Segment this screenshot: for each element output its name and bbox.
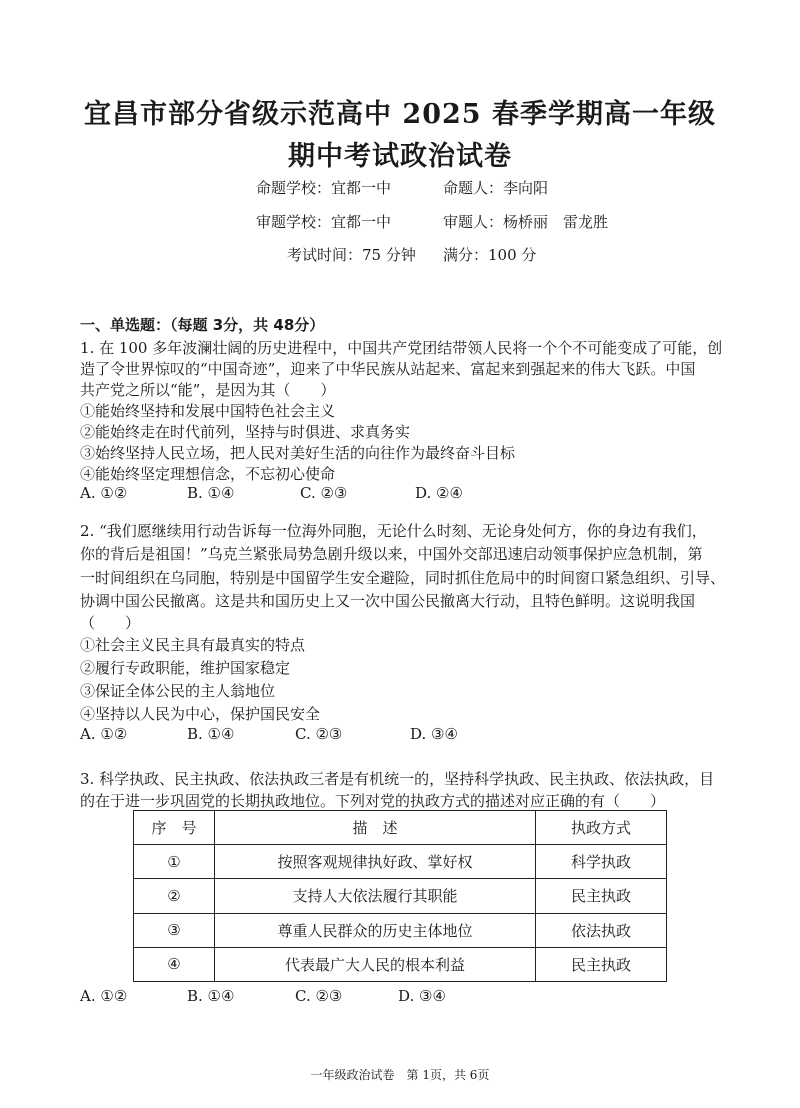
table-cell: 按照客观规律执好政、掌好权 (215, 845, 536, 879)
table-cell: 科学执政 (536, 845, 667, 879)
table-cell: ② (134, 879, 215, 913)
option-a[interactable]: A. ①② (80, 987, 128, 1005)
table-cell: ① (134, 845, 215, 879)
setter-school: 命题学校：宜都一中 (256, 179, 392, 197)
statement-2: ②能始终走在时代前列，坚持与时俱进、求真务实 (80, 423, 411, 441)
table-cell: 尊重人民群众的历史主体地位 (215, 913, 536, 947)
exam-time: 考试时间：75 分钟 (287, 246, 416, 264)
question-text-line: 你的背后是祖国！”乌克兰紧张局势急剧升级以来，中国外交部迅速启动领事保护应急机制，第 (80, 545, 703, 563)
statement-1: ①社会主义民主具有最真实的特点 (80, 636, 306, 654)
statement-1: ①能始终坚持和发展中国特色社会主义 (80, 402, 336, 420)
column-header-number: 序 号 (134, 811, 215, 845)
option-d[interactable]: D. ③④ (398, 987, 446, 1005)
table-cell: 民主执政 (536, 879, 667, 913)
option-c[interactable]: C. ②③ (300, 484, 348, 502)
statement-4: ④坚持以人民为中心，保护国民安全 (80, 705, 321, 723)
question-text-line: 3. 科学执政、民主执政、依法执政三者是有机统一的，坚持科学执政、民主执政、依法执政，目 (80, 770, 715, 788)
question-text-line: 一时间组织在乌同胞，特别是中国留学生安全避险，同时抓住危局中的时间窗口紧急组织、引导、 (80, 569, 726, 587)
table-cell: 代表最广大人民的根本利益 (215, 947, 536, 981)
setter-name: 命题人：李向阳 (443, 179, 549, 197)
question-text-line: 2. “我们愿继续用行动告诉每一位海外同胞，无论什么时刻、无论身处何方，你的身边有我们， (80, 522, 707, 540)
table-cell: ④ (134, 947, 215, 981)
full-score: 满分：100 分 (443, 246, 537, 264)
statement-4: ④能始终坚定理想信念，不忘初心使命 (80, 465, 336, 483)
question-text-line: 造了令世界惊叹的“中国奇迹”，迎来了中华民族从站起来、富起来到强起来的伟大飞跃。中国 (80, 360, 696, 378)
option-b[interactable]: B. ①④ (187, 987, 235, 1005)
page-footer: 一年级政治试卷 第 1页，共 6页 (310, 1068, 490, 1082)
option-c[interactable]: C. ②③ (295, 725, 343, 743)
table-header-row (134, 811, 667, 845)
option-c[interactable]: C. ②③ (295, 987, 343, 1005)
section-heading: 一、单选题：（每题 3分，共 48分） (80, 316, 325, 334)
question-text-line: 协调中国公民撤离。这是共和国历史上又一次中国公民撤离大行动，且特色鲜明。这说明我国 (80, 592, 696, 610)
question-text-line: 共产党之所以“能”，是因为其（ ） (80, 381, 336, 399)
option-b[interactable]: B. ①④ (187, 484, 235, 502)
reviewer-name: 审题人：杨桥丽 雷龙胜 (443, 213, 609, 231)
option-d[interactable]: D. ②④ (415, 484, 463, 502)
table-row (134, 913, 667, 947)
option-a[interactable]: A. ①② (80, 484, 128, 502)
statement-2: ②履行专政职能，维护国家稳定 (80, 659, 291, 677)
table-cell: 支持人大依法履行其职能 (215, 879, 536, 913)
statement-3: ③始终坚持人民立场，把人民对美好生活的向往作为最终奋斗目标 (80, 444, 516, 462)
statement-3: ③保证全体公民的主人翁地位 (80, 682, 276, 700)
table-row (134, 947, 667, 981)
option-d[interactable]: D. ③④ (410, 725, 458, 743)
table-cell: ③ (134, 913, 215, 947)
page-title: 宜昌市部分省级示范高中 2025 春季学期高一年级 (84, 99, 716, 130)
column-header-mode: 执政方式 (536, 811, 667, 845)
column-header-description: 描 述 (215, 811, 536, 845)
table-row (134, 879, 667, 913)
question-bracket: （ ） (80, 614, 141, 632)
governance-table (133, 810, 667, 982)
question-text-line: 的在于进一步巩固党的长期执政地位。下列对党的执政方式的描述对应正确的有（ ） (80, 792, 666, 810)
question-text-line: 1. 在 100 多年波澜壮阔的历史进程中，中国共产党团结带领人民将一个个不可能变成了可能，创 (80, 339, 723, 357)
table-row (134, 845, 667, 879)
reviewer-school: 审题学校：宜都一中 (256, 213, 392, 231)
table-cell: 民主执政 (536, 947, 667, 981)
table-cell: 依法执政 (536, 913, 667, 947)
option-b[interactable]: B. ①④ (187, 725, 235, 743)
page-subtitle: 期中考试政治试卷 (288, 141, 512, 172)
option-a[interactable]: A. ①② (80, 725, 128, 743)
